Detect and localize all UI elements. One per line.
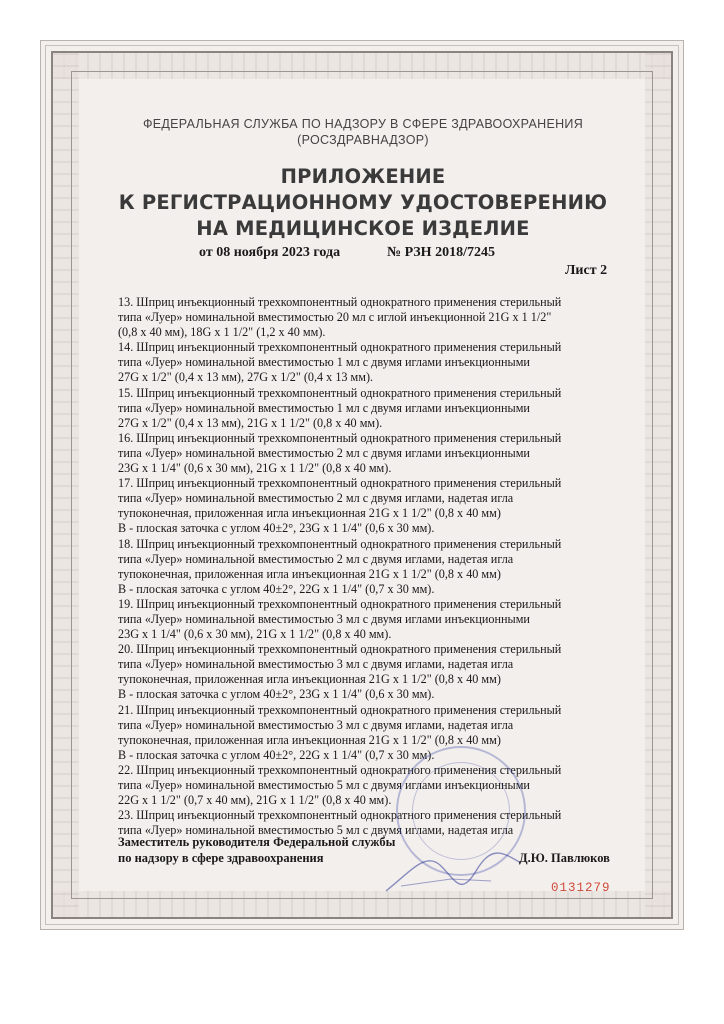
serial-number: 0131279 bbox=[551, 881, 611, 895]
list-item: 15. Шприц инъекционный трехкомпонентный однократного применения стерильный bbox=[118, 385, 562, 400]
signatory-name: Д.Ю. Павлюков bbox=[519, 851, 610, 865]
list-item: В - плоская заточка с углом 40±2°, 23G x 1 1/4" (0,6 x 30 мм). bbox=[118, 687, 435, 702]
list-item: типа «Луер» номинальной вместимостью 1 мл с двумя иглами инъекционными bbox=[118, 400, 530, 415]
handwritten-signature bbox=[381, 841, 531, 901]
list-item: тупоконечная, приложенная игла инъекционная 21G x 1 1/2" (0,8 x 40 мм) bbox=[118, 672, 501, 687]
list-item: 22. Шприц инъекционный трехкомпонентный однократного применения стерильный bbox=[118, 762, 562, 777]
list-item: В - плоская заточка с углом 40±2°, 22G x 1 1/4" (0,7 x 30 мм). bbox=[118, 747, 435, 762]
list-item: 22G x 1 1/2" (0,7 x 40 мм), 21G x 1 1/2" (0,8 x 40 мм). bbox=[118, 793, 392, 808]
list-item: типа «Луер» номинальной вместимостью 3 мл с двумя иглами инъекционными bbox=[118, 611, 530, 626]
list-item: В - плоская заточка с углом 40±2°, 22G x 1 1/4" (0,7 x 30 мм). bbox=[118, 581, 435, 596]
list-item: 21. Шприц инъекционный трехкомпонентный однократного применения стерильный bbox=[118, 702, 562, 717]
list-item: (0,8 x 40 мм), 18G x 1 1/2" (1,2 x 40 мм). bbox=[118, 325, 326, 340]
list-item: типа «Луер» номинальной вместимостью 5 мл с двумя иглами, надетая игла bbox=[118, 823, 514, 838]
list-item: 20. Шприц инъекционный трехкомпонентный однократного применения стерильный bbox=[118, 642, 562, 657]
list-item: 23G x 1 1/4" (0,6 x 30 мм), 21G x 1 1/2" (0,8 x 40 мм). bbox=[118, 461, 392, 476]
list-item: 23G x 1 1/4" (0,6 x 30 мм), 21G x 1 1/2" (0,8 x 40 мм). bbox=[118, 627, 392, 642]
list-item: типа «Луер» номинальной вместимостью 5 мл с двумя иглами инъекционными bbox=[118, 778, 530, 792]
list-item: типа «Луер» номинальной вместимостью 2 мл с двумя иглами инъекционными bbox=[118, 445, 530, 460]
certificate-sheet bbox=[40, 40, 684, 930]
list-item: типа «Луер» номинальной вместимостью 1 мл с двумя иглами инъекционными bbox=[118, 355, 530, 370]
sheet-number: Лист 2 bbox=[565, 263, 608, 278]
doc-title-line1: ПРИЛОЖЕНИЕ bbox=[280, 165, 446, 188]
list-item: типа «Луер» номинальной вместимостью 20 мл с иглой инъекционной 21G x 1 1/2" bbox=[118, 310, 552, 325]
agency-abbreviation: (РОСЗДРАВНАДЗОР) bbox=[297, 133, 429, 147]
list-item: типа «Луер» номинальной вместимостью 2 мл с двумя иглами, надетая игла bbox=[118, 491, 514, 506]
list-item: 18. Шприц инъекционный трехкомпонентный однократного применения стерильный bbox=[118, 536, 562, 551]
signatory-position-line1: Заместитель руководителя Федеральной службы bbox=[118, 835, 396, 849]
doc-title-line2: К РЕГИСТРАЦИОННОМУ УДОСТОВЕРЕНИЮ bbox=[118, 191, 608, 214]
list-item: В - плоская заточка с углом 40±2°, 23G x 1 1/4" (0,6 x 30 мм). bbox=[118, 521, 435, 536]
signatory-position-line2: по надзору в сфере здравоохранения bbox=[118, 851, 324, 865]
doc-title-line3: НА МЕДИЦИНСКОЕ ИЗДЕЛИЕ bbox=[196, 217, 530, 240]
list-item: типа «Луер» номинальной вместимостью 3 мл с двумя иглами, надетая игла bbox=[118, 717, 514, 732]
list-item: тупоконечная, приложенная игла инъекционная 21G x 1 1/2" (0,8 x 40 мм) bbox=[118, 506, 501, 521]
list-item: типа «Луер» номинальной вместимостью 3 мл с двумя иглами, надетая игла bbox=[118, 657, 514, 672]
list-item: 27G x 1/2" (0,4 x 13 мм), 27G x 1/2" (0,4 x 13 мм). bbox=[118, 370, 374, 385]
list-item: 16. Шприц инъекционный трехкомпонентный однократного применения стерильный bbox=[118, 430, 562, 445]
list-item: 14. Шприц инъекционный трехкомпонентный однократного применения стерильный bbox=[118, 340, 562, 355]
registration-number: № РЗН 2018/7245 bbox=[387, 245, 495, 260]
list-item: 13. Шприц инъекционный трехкомпонентный однократного применения стерильный bbox=[118, 295, 562, 309]
list-item: 19. Шприц инъекционный трехкомпонентный однократного применения стерильный bbox=[118, 596, 562, 611]
device-list bbox=[118, 295, 638, 838]
list-item: 27G x 1/2" (0,4 x 13 мм), 21G x 1 1/2" (0,8 x 40 мм). bbox=[118, 415, 383, 430]
list-item: 23. Шприц инъекционный трехкомпонентный однократного применения стерильный bbox=[118, 808, 562, 823]
agency-name: ФЕДЕРАЛЬНАЯ СЛУЖБА ПО НАДЗОРУ В СФЕРЕ ЗДРАВООХРАНЕНИЯ bbox=[142, 117, 584, 131]
list-item: типа «Луер» номинальной вместимостью 2 мл с двумя иглами, надетая игла bbox=[118, 551, 514, 566]
list-item: 17. Шприц инъекционный трехкомпонентный однократного применения стерильный bbox=[118, 476, 562, 491]
issue-date: от 08 ноября 2023 года bbox=[199, 245, 341, 260]
list-item: тупоконечная, приложенная игла инъекционная 21G x 1 1/2" (0,8 x 40 мм) bbox=[118, 566, 501, 581]
list-item: тупоконечная, приложенная игла инъекционная 21G x 1 1/2" (0,8 x 40 мм) bbox=[118, 732, 501, 747]
